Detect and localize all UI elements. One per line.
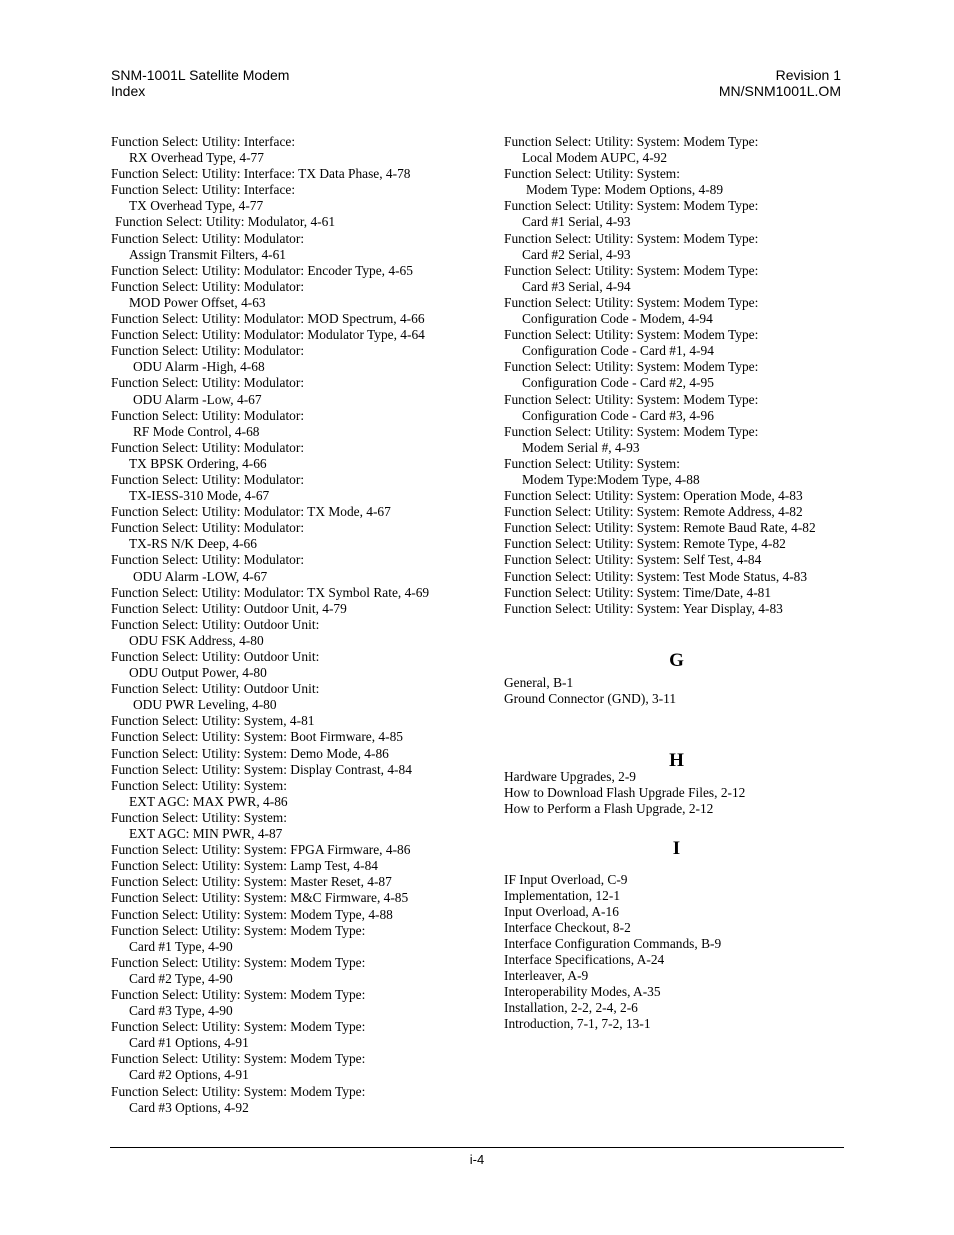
index-entry-subtext: ODU Alarm -High, 4-68	[133, 359, 265, 375]
index-entry-subtext: Card #1 Options, 4-91	[129, 1035, 249, 1051]
index-entry	[504, 392, 849, 424]
index-entry: General, B-1	[504, 674, 574, 690]
index-entry	[111, 472, 481, 504]
index-entry-text: Function Select: Utility: Interface: TX Data Phase, 4-78	[111, 166, 411, 182]
document-section: Index	[111, 83, 146, 99]
index-entry	[111, 649, 481, 681]
index-entry	[111, 182, 481, 214]
index-entry-text: Function Select: Utility: System:	[111, 809, 287, 825]
index-entry-subtext: TX Overhead Type, 4-77	[129, 198, 264, 214]
index-entry	[504, 359, 849, 391]
document-title: SNM-1001L Satellite Modem	[111, 67, 290, 83]
index-entry	[111, 279, 481, 311]
index-entry	[504, 601, 849, 617]
index-entry-text: Function Select: Utility: Interface:	[111, 182, 296, 198]
index-entry-subtext: Modem Type:Modem Type, 4-88	[522, 471, 700, 487]
index-entry: Interface Specifications, A-24	[504, 952, 665, 968]
index-group-f-continued	[504, 134, 849, 617]
index-entry-text: Function Select: Utility: System: Modem Type:	[111, 1083, 366, 1099]
index-entry-subtext: Modem Type: Modem Options, 4-89	[526, 182, 724, 198]
index-entry-subtext: TX-IESS-310 Mode, 4-67	[129, 488, 270, 504]
index-entry-text: Function Select: Utility: System: Test Mode Status, 4-83	[504, 568, 808, 584]
index-entry-text: Function Select: Utility: Modulator: Modulator Type, 4-64	[111, 327, 425, 343]
index-entry-subtext: Card #1 Serial, 4-93	[522, 214, 631, 230]
index-entry-text: Function Select: Utility: System:	[504, 166, 680, 182]
index-entry-text: Function Select: Utility: System: Modem Type:	[504, 230, 759, 246]
index-entry	[111, 810, 481, 842]
index-group-h	[504, 769, 849, 817]
index-entry-text: Function Select: Utility: Modulator:	[111, 471, 305, 487]
index-entry-subtext: Configuration Code - Modem, 4-94	[522, 311, 713, 327]
index-entry	[504, 504, 849, 520]
index-entry-text: Function Select: Utility: Modulator:	[111, 552, 305, 568]
index-entry-subtext: TX BPSK Ordering, 4-66	[129, 455, 267, 471]
index-entry	[111, 874, 481, 890]
index-entry-text: Function Select: Utility: System: Modem Type:	[111, 1051, 366, 1067]
index-entry-text: Function Select: Utility: System:	[111, 777, 287, 793]
index-entry	[504, 488, 849, 504]
index-entry	[111, 713, 481, 729]
index-entry	[111, 746, 481, 762]
index-entry-subtext: Card #2 Options, 4-91	[129, 1067, 249, 1083]
index-entry	[111, 1051, 481, 1083]
index-entry: How to Perform a Flash Upgrade, 2-12	[504, 801, 714, 817]
index-group-g	[504, 675, 849, 707]
index-entry-text: Function Select: Utility: Modulator: TX Mode, 4-67	[111, 504, 391, 520]
index-entry-text: Function Select: Utility: System: Modem Type:	[504, 327, 759, 343]
index-entry-subtext: ODU PWR Leveling, 4-80	[133, 697, 277, 713]
index-entry-subtext: RX Overhead Type, 4-77	[129, 150, 264, 166]
index-entry	[111, 842, 481, 858]
index-entry-text: Function Select: Utility: Modulator:	[111, 407, 305, 423]
index-entry-subtext: EXT AGC: MAX PWR, 4-86	[129, 793, 288, 809]
index-entry	[504, 585, 849, 601]
index-entry	[111, 166, 481, 182]
page-number: i-4	[469, 1152, 485, 1167]
index-entry-subtext: TX-RS N/K Deep, 4-66	[129, 536, 257, 552]
index-entry: How to Download Flash Upgrade Files, 2-12	[504, 785, 746, 801]
index-entry-text: Function Select: Utility: System: Modem Type:	[111, 954, 366, 970]
index-entry-text: Function Select: Utility: Modulator:	[111, 278, 305, 294]
page-header-right	[719, 67, 841, 99]
index-entry-subtext: Card #3 Options, 4-92	[129, 1099, 249, 1115]
index-entry	[111, 408, 481, 440]
index-entry-text: Function Select: Utility: System: M&C Firmware, 4-85	[111, 890, 409, 906]
index-entry: Interface Configuration Commands, B-9	[504, 935, 722, 951]
index-entry	[504, 552, 849, 568]
index-entry-text: Function Select: Utility: System: Time/Date, 4-81	[504, 584, 772, 600]
index-letter-i: I	[672, 838, 681, 860]
index-entry-text: Function Select: Utility: Outdoor Unit:	[111, 616, 320, 632]
index-entry-text: Function Select: Utility: System: Modem Type:	[504, 359, 759, 375]
index-entry-subtext: Assign Transmit Filters, 4-61	[129, 246, 286, 262]
index-entry-text: Function Select: Utility: System: Self Test, 4-84	[504, 552, 762, 568]
index-entry	[111, 552, 481, 584]
index-entry-subtext: Card #1 Type, 4-90	[129, 938, 233, 954]
index-entry-text: Function Select: Utility: System: Modem Type:	[504, 262, 759, 278]
index-entry-subtext: Card #3 Type, 4-90	[129, 1003, 233, 1019]
document-number: MN/SNM1001L.OM	[718, 83, 841, 99]
index-entry-text: Function Select: Utility: System: Modem Type:	[504, 294, 759, 310]
index-entry	[504, 456, 849, 488]
index-entry-text: Function Select: Utility: Outdoor Unit, 4-79	[111, 600, 347, 616]
index-column-left	[111, 134, 481, 1116]
index-entry-text: Function Select: Utility: System: Modem Type:	[504, 423, 759, 439]
index-entry	[504, 198, 849, 230]
document-revision: Revision 1	[775, 67, 841, 83]
index-entry-subtext: Local Modem AUPC, 4-92	[522, 150, 668, 166]
index-entry-text: Function Select: Utility: Modulator:	[111, 343, 305, 359]
index-entry-text: Function Select: Utility: System: Remote Address, 4-82	[504, 504, 803, 520]
index-letter-h: H	[669, 750, 684, 772]
index-entry	[504, 569, 849, 585]
index-entry: Interleaver, A-9	[504, 968, 589, 984]
index-entry-subtext: RF Mode Control, 4-68	[133, 423, 260, 439]
index-letter-g: G	[669, 649, 684, 671]
index-entry	[504, 166, 849, 198]
index-entry-subtext: Configuration Code - Card #3, 4-96	[522, 407, 714, 423]
index-entry	[111, 601, 481, 617]
index-entry-text: Function Select: Utility: System: Remote Baud Rate, 4-82	[504, 520, 816, 536]
index-entry-text: Function Select: Utility: Interface:	[111, 134, 296, 149]
index-entry	[111, 762, 481, 778]
index-entry-text: Function Select: Utility: System: Modem Type:	[504, 198, 759, 214]
index-entry-text: Function Select: Utility: System: Modem Type:	[111, 1019, 366, 1035]
index-entry-subtext: Configuration Code - Card #2, 4-95	[522, 375, 714, 391]
index-entry: Introduction, 7-1, 7-2, 13-1	[504, 1016, 651, 1032]
index-entry-text: Function Select: Utility: System: Demo Mode, 4-86	[111, 745, 389, 761]
index-entry	[111, 214, 481, 230]
index-entry-text: Function Select: Utility: System: Year Display, 4-83	[504, 600, 783, 616]
index-entry-subtext: MOD Power Offset, 4-63	[129, 294, 266, 310]
index-entry-text: Function Select: Utility: Modulator:	[111, 520, 305, 536]
index-entry: Implementation, 12-1	[504, 887, 621, 903]
index-entry	[111, 231, 481, 263]
index-entry-text: Function Select: Utility: Modulator:	[111, 375, 305, 391]
index-entry-text: Function Select: Utility: System:	[504, 455, 680, 471]
index-entry-subtext: EXT AGC: MIN PWR, 4-87	[129, 826, 283, 842]
index-entry-text: Function Select: Utility: System: FPGA Firmware, 4-86	[111, 842, 411, 858]
index-entry-subtext: ODU Alarm -LOW, 4-67	[133, 568, 268, 584]
index-entry: Interoperability Modes, A-35	[504, 984, 661, 1000]
index-entry	[111, 311, 481, 327]
index-entry-text: Function Select: Utility: System: Lamp Test, 4-84	[111, 858, 378, 874]
index-entry-text: Function Select: Utility: System: Modem Type, 4-88	[111, 906, 393, 922]
index-entry-text: Function Select: Utility: Outdoor Unit:	[111, 681, 320, 697]
index-entry-text: Function Select: Utility: Modulator: MOD Spectrum, 4-66	[111, 311, 425, 327]
index-entry	[504, 536, 849, 552]
index-entry	[111, 987, 481, 1019]
index-entry-text: Function Select: Utility: System: Display Contrast, 4-84	[111, 761, 412, 777]
index-entry	[111, 440, 481, 472]
index-entry-text: Function Select: Utility: System: Boot Firmware, 4-85	[111, 729, 403, 745]
index-entry	[111, 907, 481, 923]
index-entry	[111, 617, 481, 649]
index-entry: IF Input Overload, C-9	[504, 871, 628, 887]
index-entry	[111, 955, 481, 987]
index-entry-text: Function Select: Utility: Outdoor Unit:	[111, 649, 320, 664]
index-entry	[111, 1084, 481, 1116]
index-entry	[111, 263, 481, 279]
index-entry	[504, 424, 849, 456]
index-entry	[111, 890, 481, 906]
index-group-i	[504, 872, 849, 1033]
index-entry	[111, 1019, 481, 1051]
index-entry	[504, 520, 849, 536]
index-entry-text: Function Select: Utility: System: Modem Type:	[504, 391, 759, 407]
index-entry	[504, 231, 849, 263]
index-entry-text: Function Select: Utility: System: Modem Type:	[111, 986, 366, 1002]
index-entry: Input Overload, A-16	[504, 903, 619, 919]
index-entry	[111, 729, 481, 745]
index-entry-text: Function Select: Utility: Modulator, 4-61	[115, 214, 336, 230]
index-entry-text: Function Select: Utility: System: Modem Type:	[111, 922, 366, 938]
index-entry	[111, 923, 481, 955]
index-entry-text: Function Select: Utility: System: Modem Type:	[504, 134, 759, 149]
index-entry-subtext: Card #2 Serial, 4-93	[522, 246, 631, 262]
index-entry	[111, 858, 481, 874]
index-entry-text: Function Select: Utility: Modulator:	[111, 439, 305, 455]
page-header-left	[111, 67, 289, 99]
index-entry	[504, 263, 849, 295]
index-entry	[111, 343, 481, 375]
index-entry-subtext: Configuration Code - Card #1, 4-94	[522, 343, 714, 359]
index-entry	[111, 585, 481, 601]
index-entry: Hardware Upgrades, 2-9	[504, 769, 636, 785]
index-entry-subtext: Card #2 Type, 4-90	[129, 970, 233, 986]
index-entry-text: Function Select: Utility: Modulator: Encoder Type, 4-65	[111, 262, 413, 278]
index-entry-text: Function Select: Utility: System: Remote Type, 4-82	[504, 536, 786, 552]
index-entry	[504, 295, 849, 327]
index-entry-subtext: Modem Serial #, 4-93	[522, 439, 640, 455]
index-entry	[111, 778, 481, 810]
index-column-right	[504, 134, 849, 1033]
index-entry: Interface Checkout, 8-2	[504, 919, 631, 935]
index-entry-text: Function Select: Utility: System, 4-81	[111, 713, 315, 729]
index-entry-text: Function Select: Utility: System: Master Reset, 4-87	[111, 874, 392, 890]
index-entry	[111, 504, 481, 520]
index-entry	[111, 375, 481, 407]
index-entry	[504, 327, 849, 359]
index-entry-text: Function Select: Utility: System: Operation Mode, 4-83	[504, 488, 803, 504]
index-entry	[111, 327, 481, 343]
footer-divider	[110, 1147, 844, 1148]
index-entry-subtext: ODU FSK Address, 4-80	[129, 632, 264, 648]
index-entry: Installation, 2-2, 2-4, 2-6	[504, 1000, 638, 1016]
index-entry	[111, 520, 481, 552]
index-entry-text: Function Select: Utility: Modulator:	[111, 230, 305, 246]
index-entry-text: Function Select: Utility: Modulator: TX Symbol Rate, 4-69	[111, 584, 430, 600]
index-entry-subtext: ODU Output Power, 4-80	[129, 665, 267, 681]
index-entry-subtext: Card #3 Serial, 4-94	[522, 278, 631, 294]
index-entry	[504, 134, 849, 166]
index-entry	[111, 134, 481, 166]
index-entry: Ground Connector (GND), 3-11	[504, 691, 677, 706]
index-entry	[111, 681, 481, 713]
index-entry-subtext: ODU Alarm -Low, 4-67	[133, 391, 262, 407]
